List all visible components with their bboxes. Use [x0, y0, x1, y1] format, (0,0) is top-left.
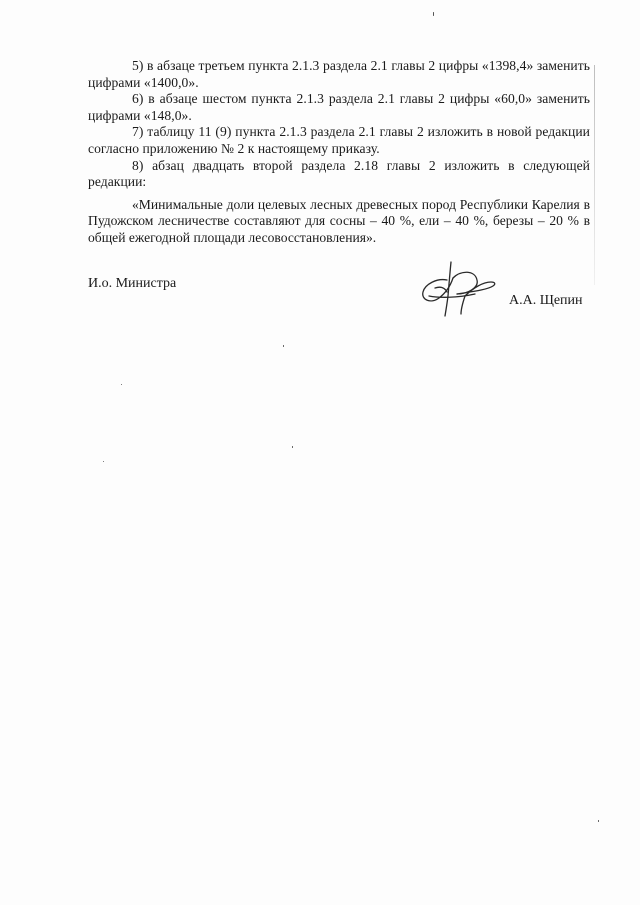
paragraph-item-7: 7) таблицу 11 (9) пункта 2.1.3 раздела 2.1 главы 2 изложить в новой редакции согласно приложению № 2 к настоящему приказу. [88, 124, 590, 156]
scan-speck [292, 446, 293, 448]
scan-speck [121, 384, 122, 385]
scan-edge-line [594, 65, 595, 285]
signatory-title: И.о. Министра [88, 276, 177, 291]
scan-speck [103, 461, 104, 462]
paragraph-item-6: 6) в абзаце шестом пункта 2.1.3 раздела 2.1 главы 2 цифры «60,0» заменить цифрами «148,0». [88, 91, 590, 123]
handwritten-signature [417, 258, 499, 320]
quoted-text: «Минимальные доли целевых лесных древесных пород Республики Карелия в Пудожском лесничестве составляют для сосны – 40 %, ели – 40 %, березы – 20 % в общей ежегодной площади лесовосстановления». [88, 196, 590, 245]
scan-speck [283, 345, 284, 347]
scan-speck [598, 820, 599, 822]
document-body [88, 58, 590, 247]
scan-speck [433, 12, 434, 16]
paragraph-item-5: 5) в абзаце третьем пункта 2.1.3 раздела 2.1 главы 2 цифры «1398,4» заменить цифрами «1400,0». [88, 58, 590, 90]
paragraph-item-8: 8) абзац двадцать второй раздела 2.18 главы 2 изложить в следующей редакции: [88, 157, 590, 190]
signer-name: А.А. Щепин [509, 293, 583, 308]
